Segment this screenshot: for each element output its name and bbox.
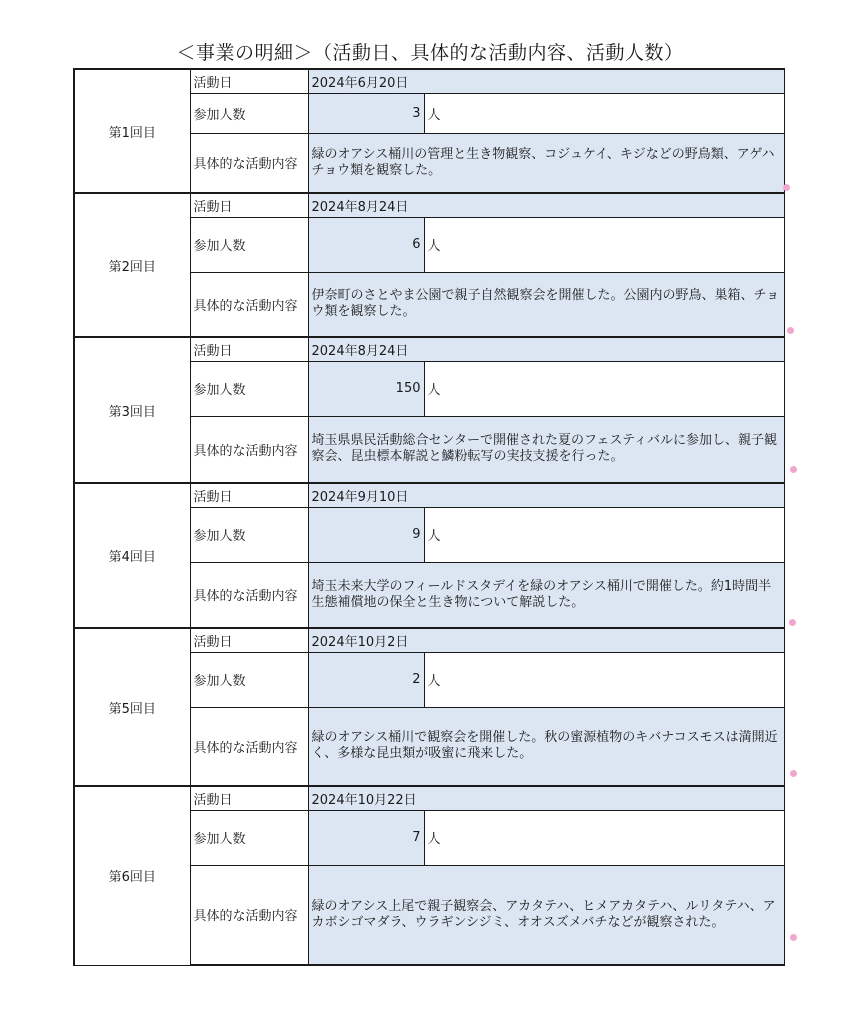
content-label: 具体的な活動内容: [190, 707, 308, 786]
participants-value: 7: [308, 810, 424, 865]
date-value: 2024年6月20日: [308, 69, 784, 93]
participants-unit: 人: [424, 507, 784, 562]
content-label: 具体的な活動内容: [190, 272, 308, 337]
session-label: 第3回目: [74, 337, 190, 483]
session-label: 第4回目: [74, 483, 190, 628]
content-value: 緑のオアシス桶川の管理と生き物観察、コジュケイ、キジなどの野鳥類、アゲハチョウ類を観察した。: [308, 133, 784, 193]
date-label: 活動日: [190, 193, 308, 217]
participants-value: 2: [308, 652, 424, 707]
participants-label: 参加人数: [190, 217, 308, 272]
session-1-date-row: [74, 69, 784, 93]
session-5-date-row: [74, 628, 784, 652]
pink-dot-marker: [783, 184, 790, 191]
session-2-date-row: [74, 193, 784, 217]
date-label: 活動日: [190, 483, 308, 507]
participants-unit: 人: [424, 93, 784, 133]
content-value: 緑のオアシス桶川で観察会を開催した。秋の蜜源植物のキバナコスモスは満開近く、多様な昆虫類が吸蜜に飛来した。: [308, 707, 784, 786]
content-label: 具体的な活動内容: [190, 133, 308, 193]
pink-dot-marker: [789, 619, 796, 626]
session-label: 第2回目: [74, 193, 190, 337]
participants-label: 参加人数: [190, 810, 308, 865]
participants-unit: 人: [424, 217, 784, 272]
content-value: 埼玉県県民活動総合センターで開催された夏のフェスティバルに参加し、親子観察会、昆虫標本解説と鱗粉転写の実技支援を行った。: [308, 416, 784, 483]
participants-value: 150: [308, 361, 424, 416]
content-label: 具体的な活動内容: [190, 416, 308, 483]
participants-unit: 人: [424, 361, 784, 416]
date-value: 2024年8月24日: [308, 337, 784, 361]
session-label: 第1回目: [74, 69, 190, 193]
participants-label: 参加人数: [190, 93, 308, 133]
date-label: 活動日: [190, 69, 308, 93]
date-label: 活動日: [190, 786, 308, 810]
participants-unit: 人: [424, 810, 784, 865]
participants-unit: 人: [424, 652, 784, 707]
activity-table: [73, 68, 785, 966]
content-value: 埼玉未来大学のフィールドスタデイを緑のオアシス桶川で開催した。約1時間半生態補償地の保全と生き物について解説した。: [308, 562, 784, 628]
pink-dot-marker: [790, 934, 797, 941]
date-label: 活動日: [190, 337, 308, 361]
date-value: 2024年10月22日: [308, 786, 784, 810]
pink-dot-marker: [790, 466, 797, 473]
participants-label: 参加人数: [190, 361, 308, 416]
participants-value: 6: [308, 217, 424, 272]
pink-dot-marker: [790, 770, 797, 777]
date-value: 2024年8月24日: [308, 193, 784, 217]
session-4-date-row: [74, 483, 784, 507]
date-label: 活動日: [190, 628, 308, 652]
date-value: 2024年10月2日: [308, 628, 784, 652]
content-label: 具体的な活動内容: [190, 562, 308, 628]
session-6-date-row: [74, 786, 784, 810]
document-title: ＜事業の明細＞（活動日、具体的な活動内容、活動人数）: [176, 42, 684, 64]
date-value: 2024年9月10日: [308, 483, 784, 507]
participants-label: 参加人数: [190, 507, 308, 562]
participants-value: 3: [308, 93, 424, 133]
participants-label: 参加人数: [190, 652, 308, 707]
session-3-date-row: [74, 337, 784, 361]
content-value: 伊奈町のさとやま公園で親子自然観察会を開催した。公園内の野鳥、巣箱、チョウ類を観察した。: [308, 272, 784, 337]
participants-value: 9: [308, 507, 424, 562]
session-label: 第6回目: [74, 786, 190, 965]
session-label: 第5回目: [74, 628, 190, 786]
content-value: 緑のオアシス上尾で親子観察会、アカタテハ、ヒメアカタテハ、ルリタテハ、アカボシゴマダラ、ウラギンシジミ、オオスズメバチなどが観察された。: [308, 865, 784, 965]
pink-dot-marker: [787, 327, 794, 334]
content-label: 具体的な活動内容: [190, 865, 308, 965]
